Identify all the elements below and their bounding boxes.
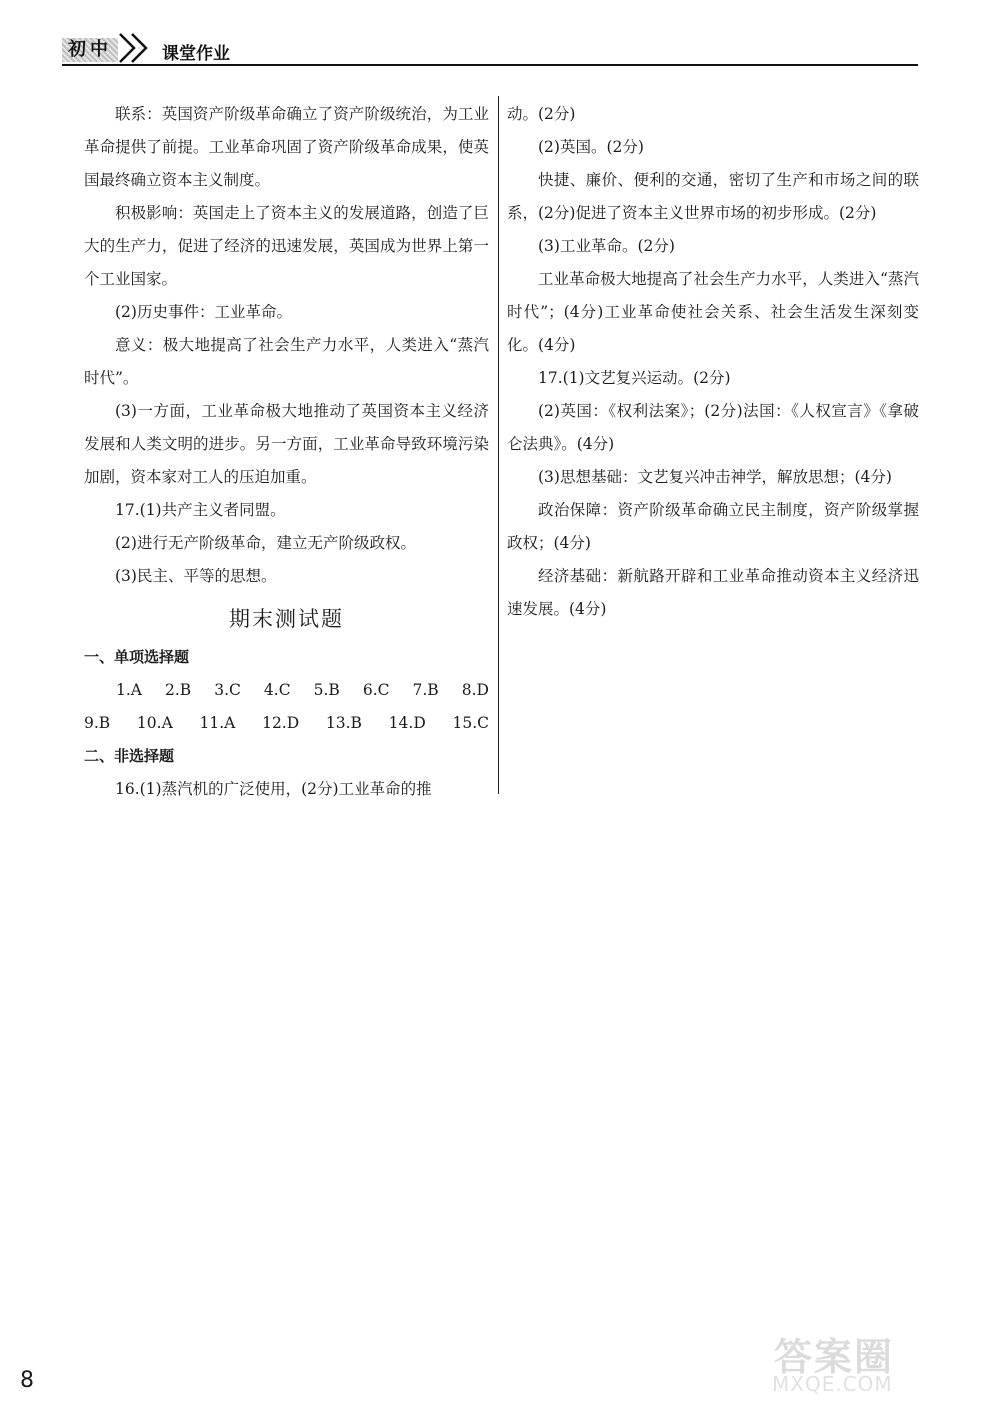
exam-title: 期末测试题: [229, 607, 344, 631]
paragraph: 联系：英国资产阶级革命确立了资产阶级统治，为工业革命提供了前提。工业革命巩固了资产阶级革命成果，使英国最终确立资本主义制度。: [84, 105, 489, 189]
watermark-text: 答案圈: [774, 1335, 895, 1379]
paragraph: (2)进行无产阶级革命，建立无产阶级政权。: [115, 534, 416, 552]
answer-item: 15.C: [452, 714, 489, 732]
paragraph: 16.(1)蒸汽机的广泛使用，(2分)工业革命的推: [115, 780, 432, 798]
paragraph: 快捷、廉价、便利的交通，密切了生产和市场之间的联系，(2分)促进了资本主义世界市场的初步形成。(2分): [507, 171, 919, 222]
paragraph: 政治保障：资产阶级革命确立民主制度，资产阶级掌握政权；(4分): [507, 501, 919, 552]
paragraph: (3)民主、平等的思想。: [115, 567, 277, 585]
answer-row: [84, 707, 489, 740]
section-heading: 二、非选择题: [84, 747, 175, 765]
book-subject: 课堂作业: [162, 44, 230, 64]
answer-row: [84, 674, 489, 707]
column-divider: [498, 96, 499, 794]
section-heading: 一、单项选择题: [84, 648, 190, 666]
page-number: 8: [20, 1368, 34, 1393]
paragraph: 积极影响：英国走上了资本主义的发展道路，创造了巨大的生产力，促进了经济的迅速发展，英国成为世界上第一个工业国家。: [84, 204, 489, 288]
paragraph: (3)一方面，工业革命极大地推动了英国资本主义经济发展和人类文明的进步。另一方面，工业革命导致环境污染加剧，资本家对工人的压迫加重。: [84, 402, 489, 486]
watermark-logo: [770, 1324, 970, 1404]
answer-item: 6.C: [362, 681, 390, 699]
answer-item: 2.B: [165, 681, 192, 699]
paragraph: 17.(1)共产主义者同盟。: [115, 501, 286, 519]
paragraph: (2)英国。(2分): [538, 138, 644, 156]
paragraph: (2)英国：《权利法案》；(2分)法国：《人权宣言》《拿破仑法典》。(4分): [507, 402, 919, 453]
answer-item: 11.A: [199, 714, 236, 732]
paragraph: 经济基础：新航路开辟和工业革命推动资本主义经济迅速发展。(4分): [507, 567, 919, 618]
paragraph: (3)思想基础：文艺复兴冲击神学，解放思想；(4分): [538, 468, 892, 486]
right-column: [507, 98, 919, 626]
paragraph: 工业革命极大地提高了社会生产力水平，人类进入“蒸汽时代”；(4分)工业革命使社会关系、社会生活发生深刻变化。(4分): [507, 270, 919, 354]
answer-item: 14.D: [388, 714, 426, 732]
paragraph: 意义：极大地提高了社会生产力水平，人类进入“蒸汽时代”。: [84, 336, 489, 387]
double-chevron-icon: [116, 30, 156, 66]
answer-item: 1.A: [116, 681, 142, 699]
answer-item: 7.B: [412, 681, 439, 699]
paragraph: 17.(1)文艺复兴运动。(2分): [538, 369, 731, 387]
watermark-url: MXQE.COM: [772, 1372, 893, 1396]
page-header: [62, 30, 918, 66]
answer-item: 4.C: [263, 681, 291, 699]
paragraph: (2)历史事件：工业革命。: [115, 303, 292, 321]
answer-item: 3.C: [214, 681, 241, 699]
paragraph: 动。(2分): [507, 105, 576, 123]
grade-badge: 初中: [62, 38, 118, 62]
answer-item: 12.D: [262, 714, 300, 732]
answer-item: 5.B: [313, 681, 340, 699]
answer-item: 8.D: [461, 681, 489, 699]
answer-item: 9.B: [84, 714, 111, 732]
header-rule: [62, 64, 918, 66]
left-column: [84, 98, 489, 806]
answer-item: 10.A: [136, 714, 173, 732]
answer-item: 13.B: [325, 714, 362, 732]
paragraph: (3)工业革命。(2分): [538, 237, 675, 255]
